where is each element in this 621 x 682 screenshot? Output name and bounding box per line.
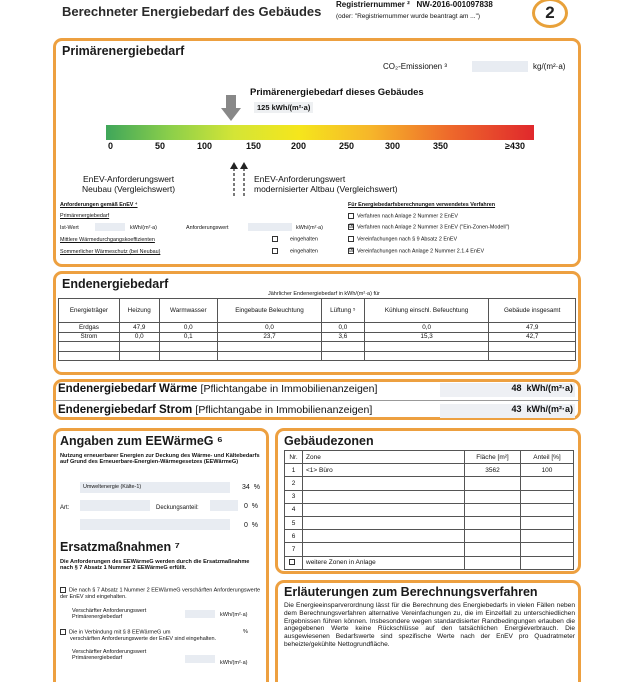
actual-value-label: Ist-Wert [60,225,79,231]
renewable-type-field-2[interactable] [80,519,230,530]
checkbox-icon [272,248,278,254]
tick-label: 0 [108,141,114,151]
method-head: Für Energiebedarfsberechnungen verwendetes Verfahren [348,202,496,208]
share-value: 34 % [242,484,260,491]
tick-label: 300 [385,141,401,151]
share-value: 0 % [244,503,259,510]
table-row: 2 [285,477,574,490]
actual-value-field[interactable] [95,223,125,231]
heat-demand-label: Endenergiebedarf Wärme [Pflichtangabe in Immobilienanzeigen] [58,383,378,395]
table-row [59,351,576,361]
actual-unit: kWh/(m²·a) [130,225,157,231]
req-mod-arrow-icon [236,160,256,200]
registration-number: Registriernummer ² NW-2016-001097838 [336,0,493,9]
ersatz-option-2[interactable]: Die in Verbindung mit § 8 EEWärmeG um [60,629,265,636]
col-header: Gebäude insgesamt [489,299,576,323]
checkbox-icon [272,236,278,242]
requirement-label: Anforderungswert [186,225,229,231]
table-row: 5 [285,516,574,529]
checkbox-icon [348,213,354,219]
mean-u-check[interactable]: eingehalten [272,236,318,242]
co2-value-field[interactable] [472,61,528,72]
table-row: weitere Zonen in Anlage [285,556,574,569]
registration-note: (oder: "Registriernummer wurde beantragt am ...") [336,13,481,20]
share-value: 0 % [244,522,259,529]
page-title: Berechneter Energiebedarf des Gebäudes [62,4,322,19]
explanations-text: Die Energieeinsparverordnung lässt für die Berechnung des Energiebedarfs in vielen Fällen neben dem Berechnungsverfahren alternative Vereinfachungen zu, die im Einzelfall zu unterschiedlichen Ergebnissen führen können. Insbesondere wegen standardisierter Randbedingungen erlauben die angegebenen Werte keine Rückschlüsse auf den tatsächlichen Energieverbrauch. Die ausgewiesenen Bedarfswerte sind spezifische Werte nach der EnEV pro Quadratmeter beheizte/gekühlte Nettogrundfläche. [284,602,575,648]
table-row: Erdgas 47,9 0,0 0,0 0,0 0,0 47,9 [59,323,576,333]
col-header: Energieträger [59,299,120,323]
requirement-unit: kWh/(m²·a) [296,225,323,231]
table-row: 6 [285,530,574,543]
requirements-head: Anforderungen gemäß EnEV ⁴ [60,202,138,208]
col-header: Kühlung einschl. Befeuchtung [364,299,489,323]
table-row [59,342,576,352]
method-option[interactable]: Verfahren nach Anlage 2 Nummer 2 EnEV [348,213,458,219]
checkbox-icon: ☒ [349,224,355,230]
share-field[interactable] [210,500,238,511]
type-field[interactable] [80,500,150,511]
tick-label: 150 [246,141,262,151]
ersatz-req-1-field[interactable] [185,610,215,618]
req-mod-label: EnEV-Anforderungswert modernisierter Altbau (Vergleichswert) [254,174,398,194]
method-option[interactable]: Vereinfachungen nach § 9 Absatz 2 EnEV [348,236,457,242]
table-row: Strom 0,0 0,1 23,7 3,6 15,3 42,7 [59,332,576,342]
col-header: Lüftung ⁵ [321,299,364,323]
checkbox-icon [348,236,354,242]
primary-title: Primärenergiebedarf [62,44,185,58]
requirement-field[interactable] [248,223,292,231]
ersatz-desc: Die Anforderungen des EEWärmeG werden durch die Ersatzmaßnahme nach § 7 Absatz 1 Nummer 2 EEWärmeG erfüllt. [60,559,250,572]
eewaermeg-title: Angaben zum EEWärmeG ⁶ [60,434,223,448]
divider [55,400,579,401]
eewaermeg-box [53,428,269,682]
table-row: 3 [285,490,574,503]
share-label: Deckungsanteil: [156,505,199,511]
ersatz-option-1[interactable]: Die nach § 7 Absatz 1 Nummer 2 EEWärmeG verschärften Anforderungswerte der EnEV sind eingehalten. [60,587,261,600]
end-energy-top-label: Jährlicher Endenergiebedarf in kWh/(m²·a) für [268,291,380,297]
explanations-title: Erläuterungen zum Berechnungsverfahren [284,585,538,599]
tick-label: 50 [155,141,166,151]
tick-label: 350 [433,141,449,151]
summer-protection: Sommerlicher Wärmeschutz (bei Neubau) [60,249,161,255]
renewable-type-field[interactable]: Umweltenergie (Kälte-1) [80,482,230,493]
tick-label: 250 [339,141,355,151]
end-energy-table [58,298,576,361]
checkbox-icon: ☒ [349,248,355,254]
checkbox-icon[interactable] [289,559,295,565]
tick-label: 200 [291,141,307,151]
col-header: Heizung [119,299,159,323]
requirements-sub: Primärenergiebedarf [60,213,110,219]
ersatz-req-1-label: Verschärfter Anforderungswert Primärenergiebedarf [72,608,147,621]
ersatz-pct: % [243,629,248,635]
ersatz-unit-1: kWh/(m²·a) [220,612,248,618]
this-building-value: 125 kWh/(m²·a) [254,102,313,113]
this-building-label: Primärenergiebedarf dieses Gebäudes [250,87,424,98]
ersatz-unit-2: kWh/(m²·a) [220,660,248,666]
method-option[interactable]: ☒ Vereinfachungen nach Anlage 2 Nummer 2.1.4 EnEV [349,248,485,255]
electricity-demand-label: Endenergiebedarf Strom [Pflichtangabe in Immobilienanzeigen] [58,404,373,416]
method-option[interactable]: ☒ Verfahren nach Anlage 2 Nummer 3 EnEV ("Ein-Zonen-Modell") [349,224,510,231]
ersatz-req-2-field[interactable] [185,655,215,663]
req-new-label: EnEV-Anforderungswert Neubau (Vergleichswert) [82,174,176,194]
tick-label: 100 [197,141,213,151]
co2-unit: kg/(m²·a) [533,62,566,71]
checkbox-icon [60,629,66,635]
eewaermeg-desc: Nutzung erneuerbarer Energien zur Deckung des Wärme- und Kältebedarfs auf Grund des Erneuerbare-Energien-Wärmegesetzes (EEWärmeG) [60,453,260,466]
tick-label: ≥430 [505,141,525,151]
electricity-demand-value: 43 kWh/(m²·a) [440,404,575,418]
end-energy-title: Endenergiebedarf [62,277,169,291]
table-row: 7 [285,543,574,556]
col-header: Eingebaute Beleuchtung [218,299,322,323]
summer-check[interactable]: eingehalten [272,248,318,254]
checkbox-icon [60,587,66,593]
zones-title: Gebäudezonen [284,434,374,448]
energy-scale-bar [106,125,534,140]
table-row: 1 <1> Büro 3562 100 [285,464,574,477]
page-number-badge: 2 [532,0,568,28]
heat-demand-value: 48 kWh/(m²·a) [440,383,575,397]
zones-table: Nr. Zone Fläche [m²] Anteil [%] 1 <1> Büro 3562 100 2 3 4 5 6 7 weitere Zonen in Anlage [284,450,574,570]
ersatz-req-2-label: Verschärfter Anforderungswert Primärenergiebedarf [72,649,147,662]
ersatz-title: Ersatzmaßnahmen ⁷ [60,540,180,554]
table-row: 4 [285,503,574,516]
mean-u-values: Mittlere Wärmedurchgangskoeffizienten [60,237,155,243]
col-header: Warmwasser [159,299,218,323]
co2-label: CO₂-Emissionen ³ [383,62,448,71]
primary-energy-box [53,38,581,267]
ersatz-option-2b: verschärften Anforderungswerte der EnEV sind eingehalten. [70,636,217,642]
type-label: Art: [60,505,70,511]
